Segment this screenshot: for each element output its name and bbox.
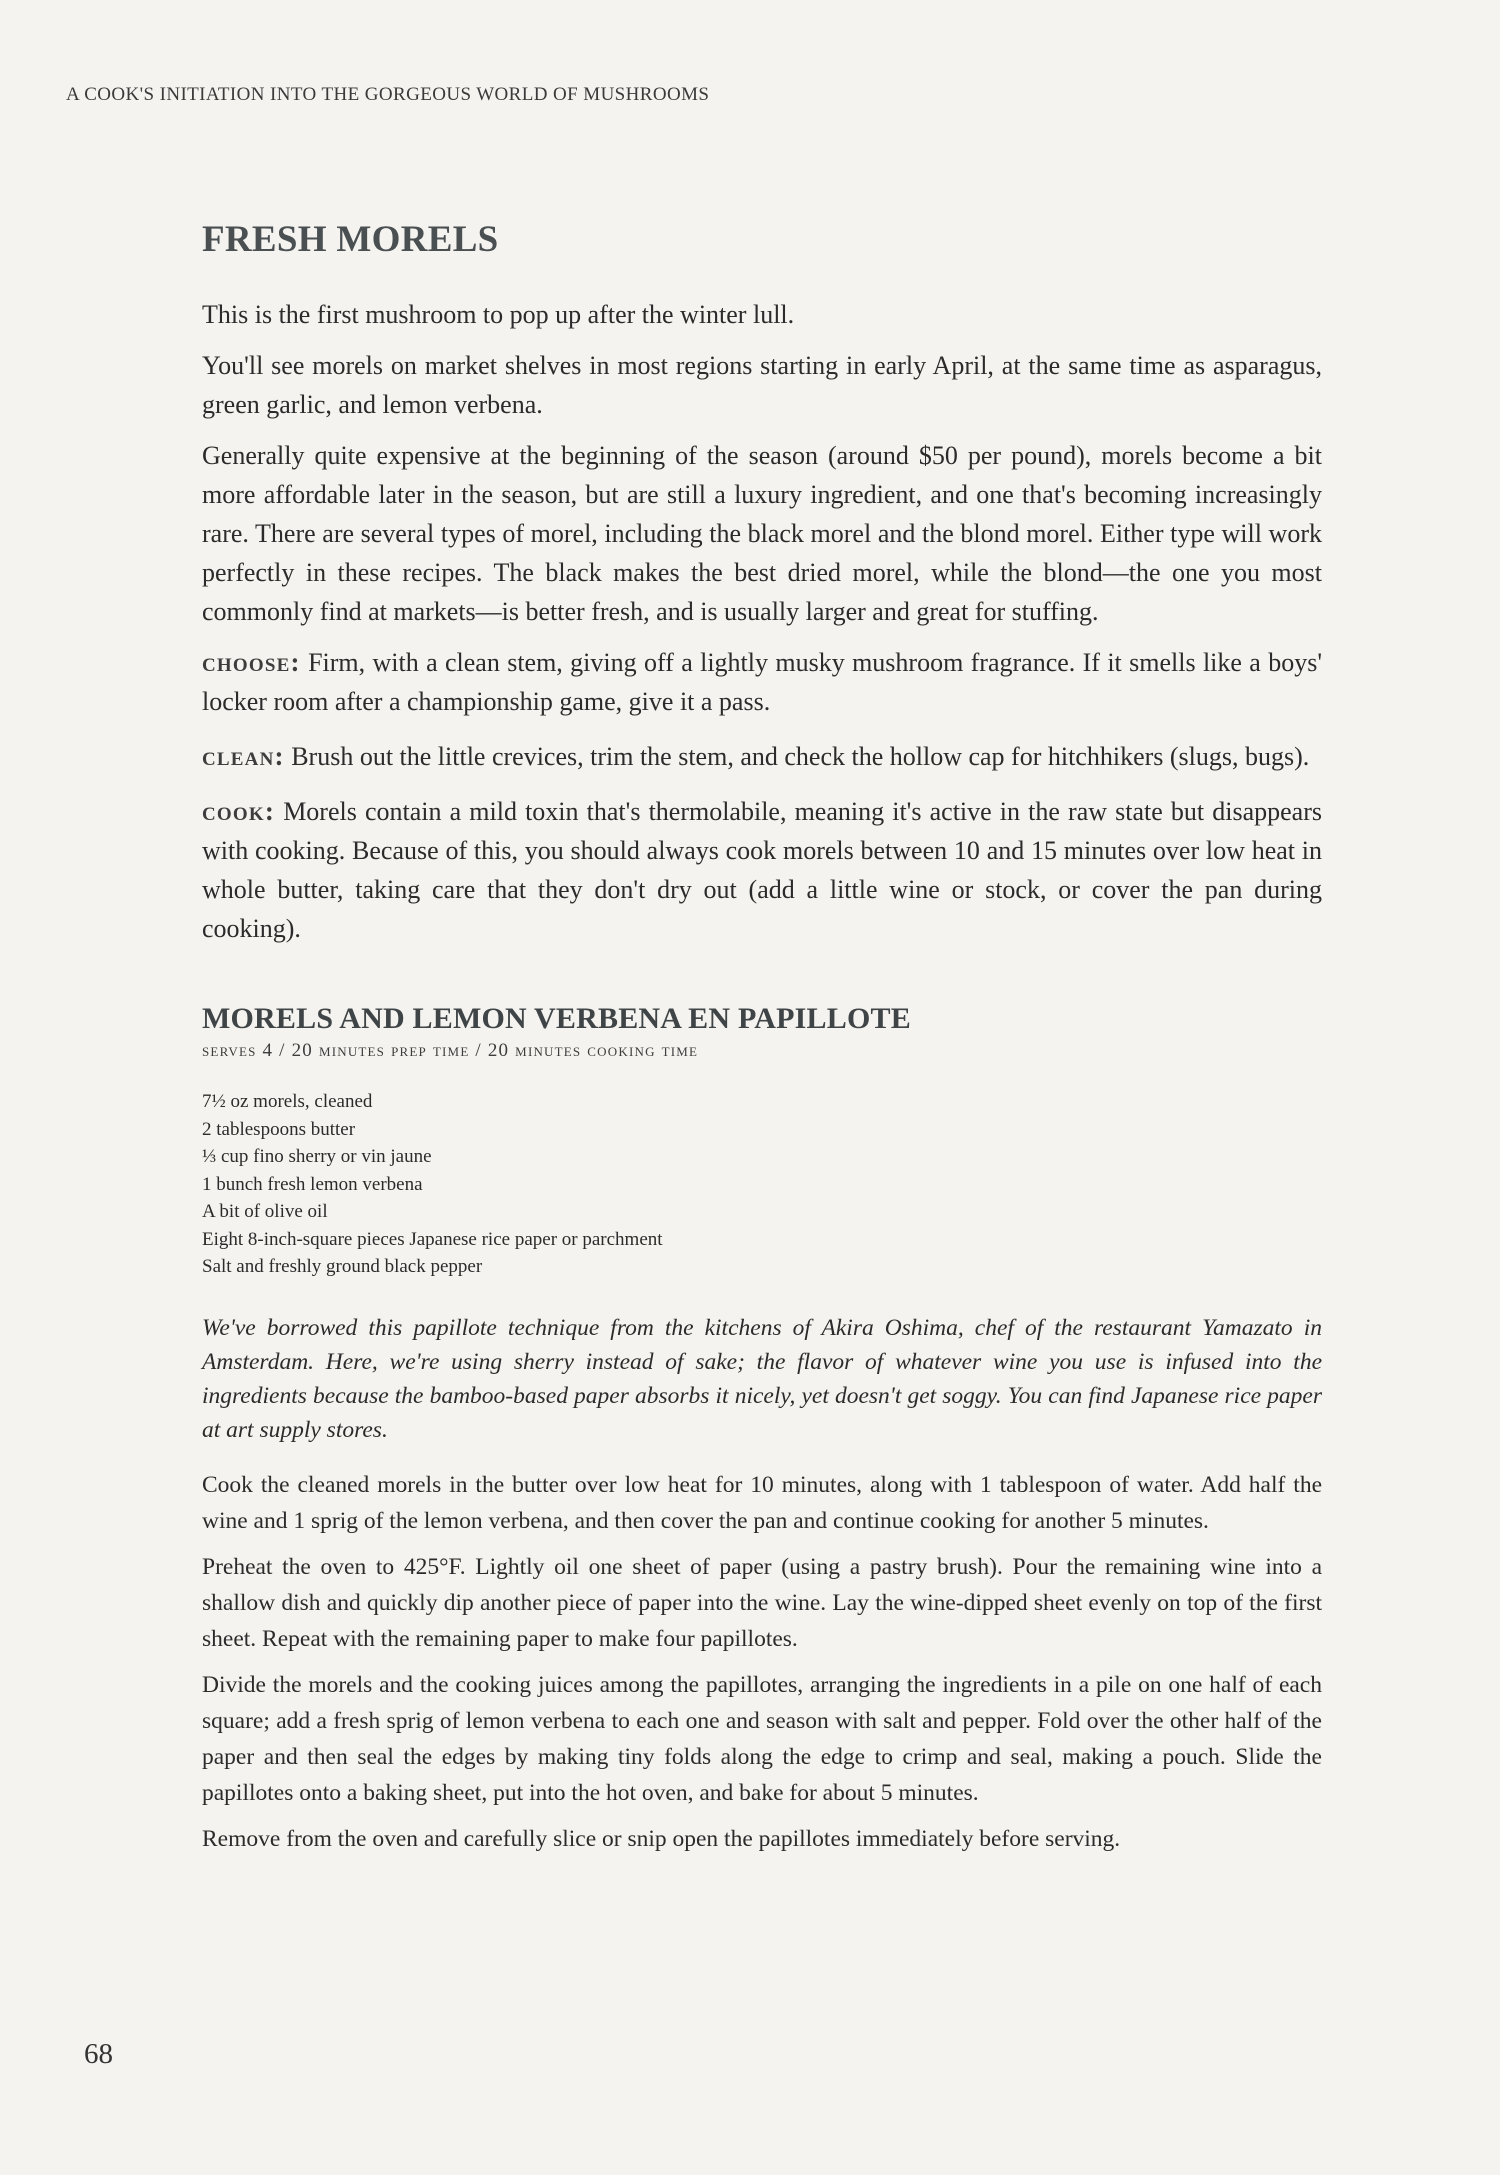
recipe-headnote: We've borrowed this papillote technique from the kitchens of Akira Oshima, chef of the restaurant Yamazato in Amsterdam. Here, we're using sherry instead of sake; the flavor of whatever wine you use is infused into the ingredients because the bamboo-based paper absorbs it nicely, yet doesn't get soggy. You can find Japanese rice paper at art supply stores. [202,1314,1322,1443]
ingredient-item: 1 bunch fresh lemon verbena [202,1173,423,1195]
ingredient-list [202,1088,1322,1281]
recipe-step: Divide the morels and the cooking juices among the papillotes, arranging the ingredients in a pile on one half of each square; add a fresh sprig of lemon verbena to each one and season with salt and pepper. Fold over the other half of the paper and then seal the edges by making tiny folds along the edge to crimp and seal, making a pouch. Slide the papillotes onto a baking sheet, put into the hot oven, and bake for about 5 minutes. [202,1671,1322,1806]
tip-choose [202,643,1322,721]
tip-label: cook: [202,796,276,826]
intro-paragraph: You'll see morels on market shelves in most regions starting in early April, at the same time as asparagus, green garlic, and lemon verbena. [202,351,1322,419]
recipe-meta-text: serves 4 / 20 minutes prep time / 20 minutes cooking time [202,1040,699,1061]
ingredient-item: 7½ oz morels, cleaned [202,1091,373,1112]
tip-text: Morels contain a mild toxin that's thermolabile, meaning it's active in the raw state but disappears with cooking. Because of this, you should always cook morels between 10 and 15 minutes over low heat in whole butter, taking care that they don't dry out (add a little wine or stock, or cover the pan during cooking). [202,797,1322,943]
recipe-meta [202,1040,1322,1062]
ingredient-item: ⅓ cup fino sherry or vin jaune [202,1146,432,1167]
intro-paragraph: This is the first mushroom to pop up after the winter lull. [202,300,795,329]
recipe-step: Remove from the oven and carefully slice or snip open the papillotes immediately before serving. [202,1825,1121,1852]
section-title: FRESH MORELS [202,219,499,260]
page-content [202,218,1322,1867]
recipe-step: Preheat the oven to 425°F. Lightly oil one sheet of paper (using a pastry brush). Pour the remaining wine into a shallow dish and quickly dip another piece of paper into the wine. Lay the wine-dipped sheet evenly on top of the first sheet. Repeat with the remaining paper to make four papillotes. [202,1553,1322,1652]
tip-label: clean: [202,741,285,771]
ingredient-item: Eight 8-inch-square pieces Japanese rice paper or parchment [202,1228,663,1250]
recipe-step: Cook the cleaned morels in the butter over low heat for 10 minutes, along with 1 tablespoon of water. Add half the wine and 1 sprig of the lemon verbena, and then cover the pan and continue cooking for another 5 minutes. [202,1471,1322,1534]
ingredient-item: A bit of olive oil [202,1201,328,1222]
running-head: A COOK'S INITIATION INTO THE GORGEOUS WORLD OF MUSHROOMS [66,84,710,105]
recipe-title: MORELS AND LEMON VERBENA EN PAPILLOTE [202,1002,911,1035]
tips-section [202,643,1322,948]
intro-paragraph: Generally quite expensive at the beginning of the season (around $50 per pound), morels become a bit more affordable later in the season, but are still a luxury ingredient, and one that's becoming increasingly rare. There are several types of morel, including the black morel and the blond morel. Either type will work perfectly in these recipes. The black makes the best dried morel, while the blond—the one you most commonly find at markets—is better fresh, and is usually larger and great for stuffing. [202,441,1322,626]
intro-section [202,295,1322,631]
tip-cook [202,792,1322,948]
page-number: 68 [84,2038,113,2070]
tip-text: Firm, with a clean stem, giving off a lightly musky mushroom fragrance. If it smells like a boys' locker room after a championship game, give it a pass. [202,648,1323,716]
tip-clean [202,737,1322,776]
ingredient-item: Salt and freshly ground black pepper [202,1256,483,1277]
tip-label: choose: [202,647,301,677]
recipe-steps [202,1467,1322,1857]
tip-text: Brush out the little crevices, trim the stem, and check the hollow cap for hitchhikers (slugs, bugs). [291,742,1310,771]
ingredient-item: 2 tablespoons butter [202,1118,356,1140]
